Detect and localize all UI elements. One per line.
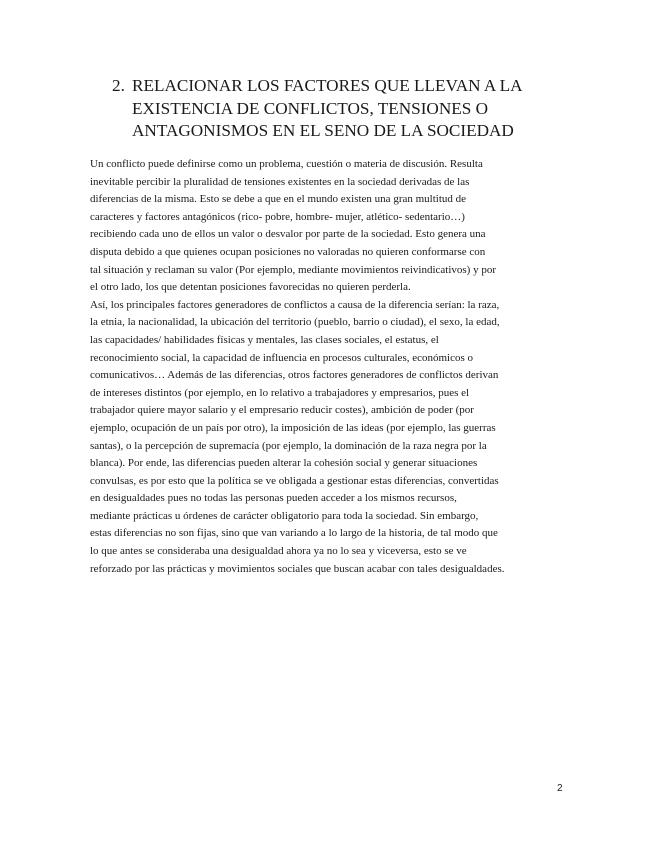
text-line: reforzado por las prácticas y movimientos sociales que buscan acabar con tales desigualdades.	[90, 562, 505, 575]
text-line: convulsas, es por esto que la política se ve obligada a gestionar estas diferencias, convertidas	[90, 474, 499, 487]
text-line: diferencias de la misma. Esto se debe a que en el mundo existen una gran multitud de	[90, 193, 467, 206]
text-line: la etnia, la nacionalidad, la ubicación del territorio (pueblo, barrio o ciudad), el sexo, la edad,	[90, 316, 500, 329]
text-line: lo que antes se consideraba una desigualdad ahora ya no lo sea y viceversa, esto se ve	[90, 545, 467, 558]
text-line: reconocimiento social, la capacidad de influencia en procesos culturales, económicos o	[90, 351, 474, 364]
text-line: el otro lado, los que detentan posiciones favorecidas no quieren perderla.	[90, 281, 411, 294]
text-line: disputa debido a que quienes ocupan posiciones no valoradas no quieren conformarse con	[90, 245, 486, 258]
text-line: caracteres y factores antagónicos (rico- pobre, hombre- mujer, atlético- sedentario…)	[90, 210, 465, 223]
section-number: 2.	[112, 76, 125, 95]
text-line: tal situación y reclaman su valor (Por ejemplo, mediante movimientos reivindicativos) y por	[90, 263, 496, 276]
text-line: en desigualdades pues no todas las personas pueden acceder a los mismos recursos,	[90, 492, 457, 505]
text-line: Un conflicto puede definirse como un problema, cuestión o materia de discusión. Resulta	[90, 158, 483, 170]
body-text	[90, 156, 570, 578]
text-line: las capacidades/ habilidades físicas y mentales, las clases sociales, el estatus, el	[90, 333, 439, 346]
paragraph-2	[90, 297, 570, 579]
text-line: Así, los principales factores generadores de conflictos a causa de la diferencia serían: la raza,	[90, 298, 500, 311]
text-line: ejemplo, ocupación de un país por otro), la imposición de las ideas (por ejemplo, las guerras	[90, 421, 496, 434]
section-title-line: ANTAGONISMOS EN EL SENO DE LA SOCIEDAD	[132, 121, 514, 140]
text-line: santas), o la percepción de supremacía (por ejemplo, la dominación de la raza negra por la	[90, 439, 487, 452]
section-title	[132, 75, 562, 143]
section-title-line: EXISTENCIA DE CONFLICTOS, TENSIONES O	[132, 98, 489, 118]
paragraph-1	[90, 156, 570, 297]
text-line: mediante prácticas u órdenes de carácter obligatorio para toda la sociedad. Sin embargo,	[90, 509, 479, 522]
text-line: estas diferencias no son fijas, sino que van variando a lo largo de la historia, de tal modo que	[90, 527, 498, 540]
text-line: de intereses distintos (por ejemplo, en lo relativo a trabajadores y empresarios, pues el	[90, 386, 470, 399]
section-title-line: RELACIONAR LOS FACTORES QUE LLEVAN A LA	[132, 76, 523, 95]
text-line: trabajador quiere mayor salario y el empresario reducir costes), ambición de poder (por	[90, 404, 474, 417]
text-line: recibiendo cada uno de ellos un valor o desvalor por parte de la sociedad. Esto genera una	[90, 228, 486, 241]
text-line: comunicativos… Además de las diferencias, otros factores generadores de conflictos derivan	[90, 369, 499, 382]
text-line: inevitable percibir la pluralidad de tensiones existentes en la sociedad derivadas de las	[90, 175, 470, 188]
page-number: 2	[557, 783, 563, 794]
text-line: blanca). Por ende, las diferencias pueden alterar la cohesión social y generar situaciones	[90, 457, 478, 470]
